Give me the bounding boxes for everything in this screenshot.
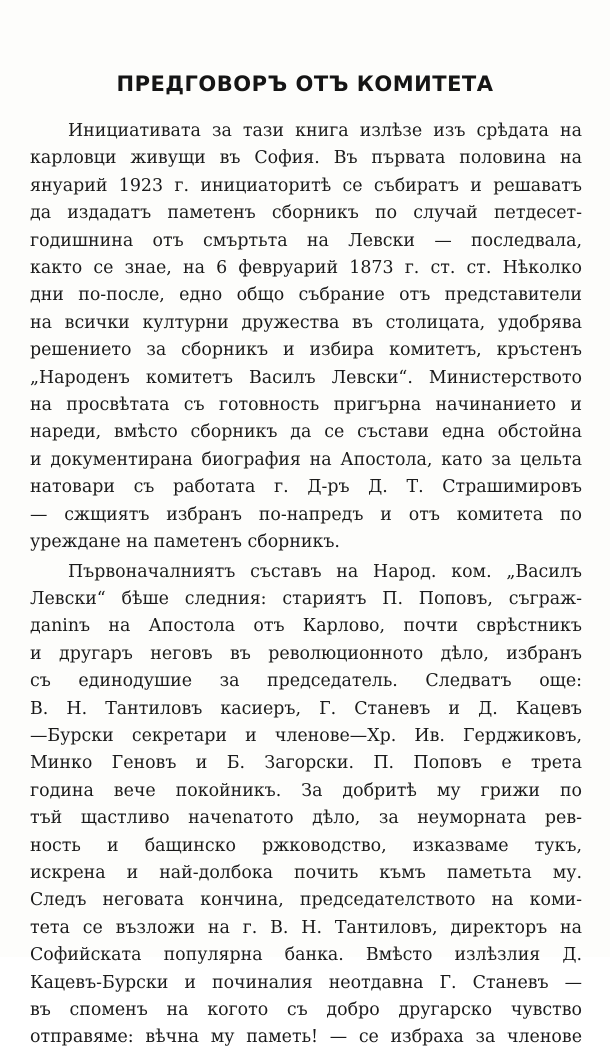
text-line: както се знае, на 6 февруарий 1873 г. ст. ст. Нѣколко: [30, 258, 582, 279]
text-line: даninъ на Апостола отъ Карлово, почти сврѣстникъ: [30, 616, 582, 637]
text-line: тета се възложи на г. В. Н. Тантиловъ, директоръ на: [30, 917, 582, 938]
text-line: съ единодушие за председатель. Следватъ още:: [30, 671, 582, 692]
text-line: ность и бащинско ржководство, изказваме тукъ,: [30, 835, 582, 856]
text-line: решението за сборникъ и избира комитетъ, кръстенъ: [30, 340, 582, 361]
text-line: карловци живущи въ София. Въ първата половина на: [30, 148, 582, 169]
text-line: на просвѣтата съ готовность пригърна начинанието и: [30, 395, 582, 416]
text-line: отправяме: вѣчна му паметь! — се избраха за членове: [30, 1027, 582, 1048]
text-line: Инициативата за тази книга излѣзе изъ срѣдата на: [68, 121, 582, 141]
text-line: и другаръ неговъ въ революционното дѣло, избранъ: [30, 643, 582, 664]
text-line: искрена и най-долбока почить къмъ паметьта му.: [30, 862, 582, 883]
text-line: Левски“ бѣше следния: стариятъ П. Поповъ, съграж-: [30, 588, 582, 609]
text-line: —Бурски секретари и членове—Хр. Ив. Герджиковъ,: [30, 725, 582, 746]
page-title: ПРЕДГОВОРЪ ОТЪ КОМИТЕТА: [116, 72, 494, 96]
text-line: и документирана биография на Апостола, като за цельта: [30, 449, 582, 470]
text-line: Първоначалниятъ съставъ на Народ. ком. „Василъ: [68, 561, 582, 582]
text-line: годишнина отъ смъртьта на Левски — последвала,: [30, 230, 582, 251]
text-line: въ споменъ на когото съ добро другарско чувство: [30, 1000, 582, 1020]
text-line: В. Н. Тантиловъ касиеръ, Г. Станевъ и Д. Кацевъ: [30, 698, 582, 719]
text-line: да издадатъ паметенъ сборникъ по случай петдесет-: [30, 203, 582, 224]
text-line: тъй щастливо начenатото дѣло, за неуморната рев-: [30, 808, 582, 829]
text-line: Минко Геновъ и Б. Загорски. П. Поповъ е трета: [30, 753, 582, 774]
text-line: януарий 1923 г. инициаторитѣ се събиратъ и решаватъ: [30, 175, 582, 196]
text-line: нареди, вмѣсто сборникъ да се състави една обстойна: [30, 422, 582, 443]
text-line: натовари съ работата г. Д-ръ Д. Т. Страшимировъ: [30, 477, 582, 498]
text-line: дни по-после, едно общо събрание отъ представители: [30, 285, 582, 306]
text-line: Кацевъ-Бурски и починалия неотдавна Г. Станевъ —: [30, 972, 582, 993]
body-text: [30, 118, 582, 1052]
text-line: — сжщиятъ избранъ по-напредъ и отъ комитета по: [30, 504, 582, 525]
text-line: година вече покойникъ. За добритѣ му грижи по: [30, 780, 582, 801]
text-line: Софийската популярна банка. Вмѣсто излѣзлия Д.: [30, 945, 582, 966]
text-line: Следъ неговата кончина, председателството на коми-: [30, 890, 582, 911]
text-line: уреждане на паметенъ сборникъ.: [30, 532, 340, 553]
text-line: „Народенъ комитетъ Василъ Левски“. Министерството: [30, 367, 582, 388]
text-line: на всички културни дружества въ столицата, удобрява: [30, 312, 582, 333]
